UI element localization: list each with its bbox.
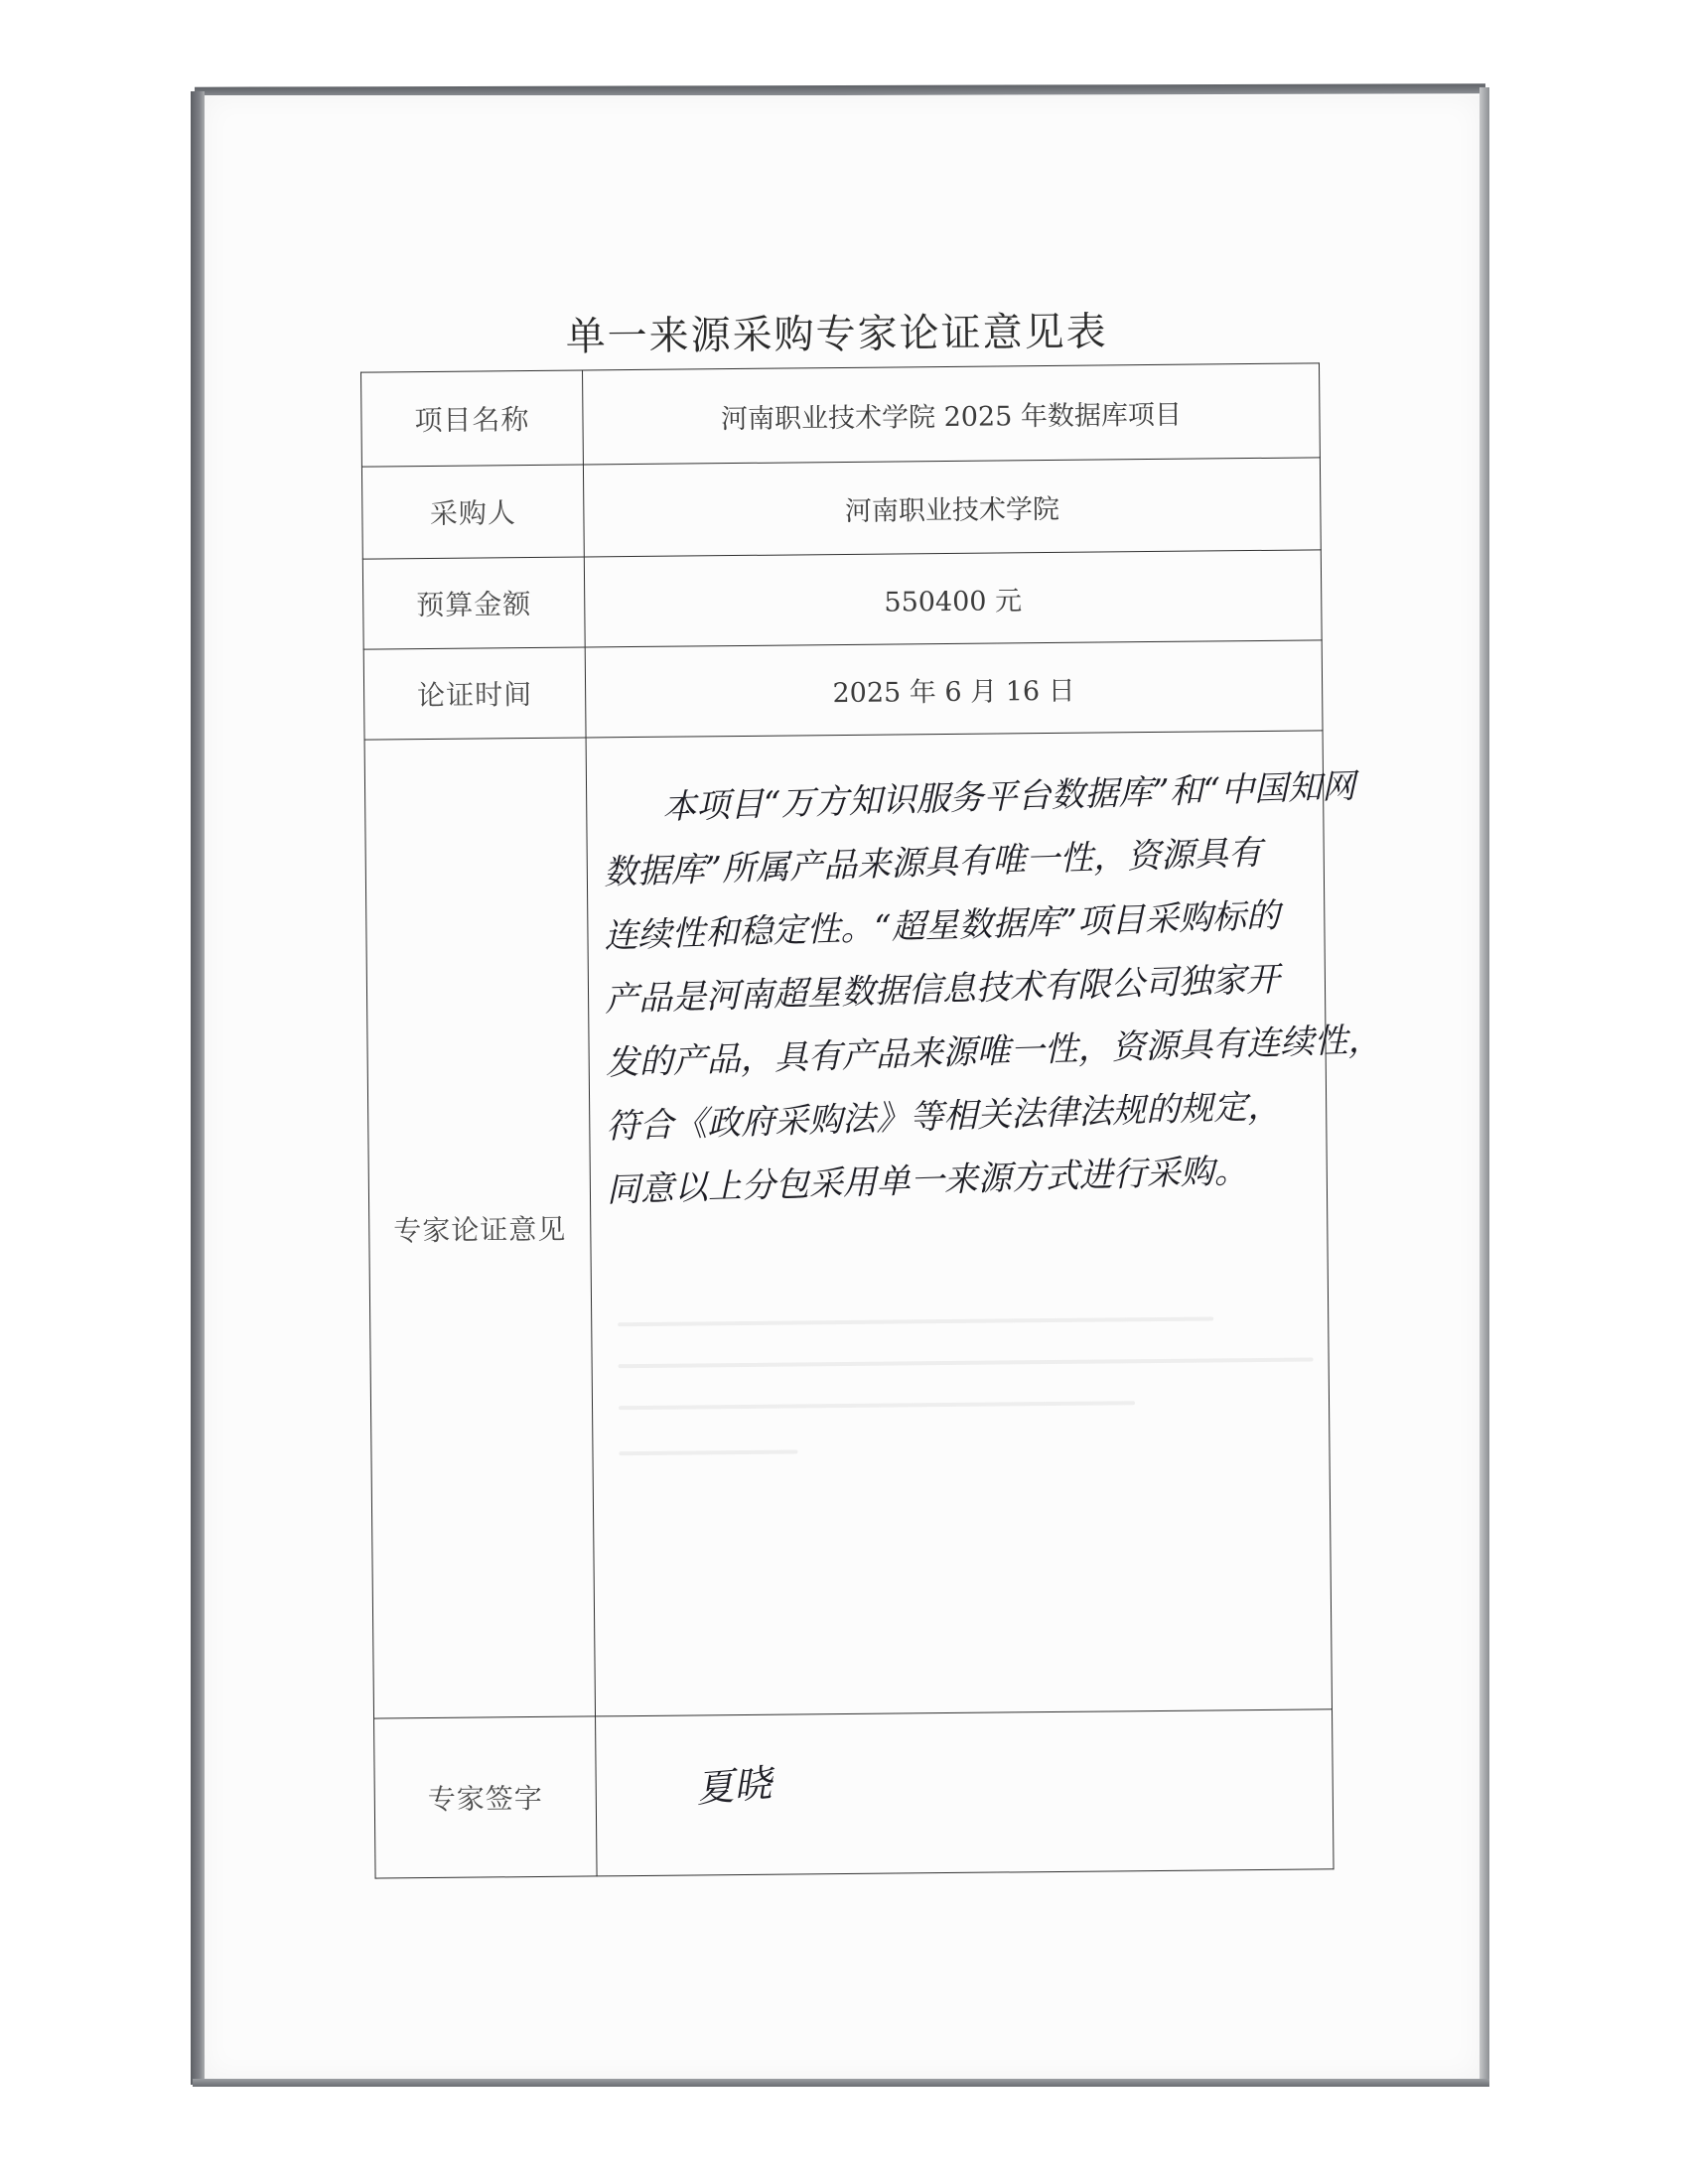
opinion-line: 产品是河南超星数据信息技术有限公司独家开 [604, 959, 1281, 1021]
opinion-line: 符合《政府采购法》等相关法律法规的规定， [605, 1086, 1282, 1148]
row-project-name [361, 363, 1321, 467]
opinion-line: 本项目“万方知识服务平台数据库”和“中国知网 [661, 766, 1356, 828]
row-purchaser [361, 458, 1321, 559]
date-value: 2025 年 6 月 16 日 [585, 640, 1323, 738]
budget-value: 550400 元 [584, 550, 1322, 647]
signature-cell [596, 1709, 1335, 1876]
row-budget [362, 550, 1322, 649]
opinion-label: 专家论证意见 [364, 738, 595, 1718]
opinion-cell [586, 731, 1382, 1716]
row-date [363, 640, 1323, 740]
row-signature [374, 1709, 1335, 1878]
budget-label: 预算金额 [362, 557, 585, 649]
row-opinion [364, 731, 1332, 1718]
project-name-label: 项目名称 [361, 370, 584, 467]
document-title: 单一来源采购专家论证意见表 [565, 309, 1108, 360]
expert-signature: 夏晓 [694, 1761, 774, 1812]
purchaser-value: 河南职业技术学院 [583, 458, 1321, 557]
handwritten-opinion [603, 766, 1382, 1222]
project-name-value: 河南职业技术学院 2025 年数据库项目 [583, 363, 1321, 465]
signature-label: 专家签字 [374, 1716, 598, 1878]
date-label: 论证时间 [363, 647, 586, 740]
opinion-line: 发的产品，具有产品来源唯一性，资源具有连续性， [605, 1020, 1382, 1084]
opinion-line: 连续性和稳定性。“超星数据库”项目采购标的 [603, 895, 1281, 957]
opinion-line: 数据库”所属产品来源具有唯一性，资源具有 [603, 833, 1263, 893]
opinion-line: 同意以上分包采用单一来源方式进行采购。 [606, 1151, 1249, 1211]
purchaser-label: 采购人 [361, 465, 584, 559]
opinion-form-table [360, 362, 1382, 1878]
